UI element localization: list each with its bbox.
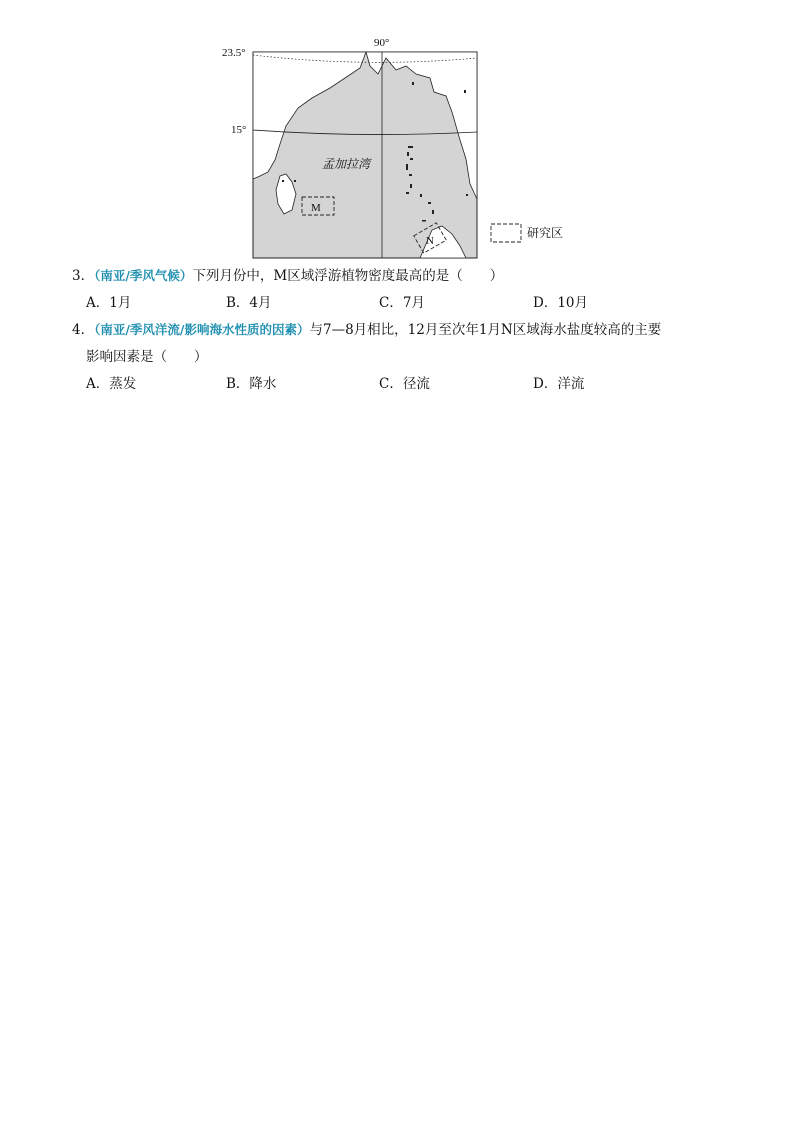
sea-name-label: 孟加拉湾 — [322, 157, 371, 171]
option-b[interactable]: B．降水 — [226, 376, 277, 392]
option-b[interactable]: B．4月 — [226, 295, 272, 311]
question-stem: 下列月份中，M区域浮游植物密度最高的是（ ） — [192, 268, 504, 284]
box-m-label: M — [311, 202, 321, 214]
question-4 — [72, 320, 661, 340]
bay-of-bengal-map — [220, 34, 580, 262]
lat-top-label: 23.5° — [222, 47, 246, 59]
question-4-stem-line2: 影响因素是（ ） — [86, 349, 208, 365]
lat-mid-label: 15° — [231, 124, 247, 136]
option-a[interactable]: A．1月 — [86, 295, 132, 311]
question-number: 4． — [72, 322, 95, 338]
lon-label: 90° — [374, 37, 390, 49]
option-c[interactable]: C．7月 — [379, 295, 425, 311]
box-n-label: N — [426, 235, 434, 247]
option-d[interactable]: D．洋流 — [533, 376, 585, 392]
question-stem: 与7—8月相比，12月至次年1月N区域海水盐度较高的主要 — [309, 322, 662, 338]
question-3 — [72, 266, 503, 286]
option-c[interactable]: C．径流 — [379, 376, 430, 392]
question-number: 3． — [72, 268, 95, 284]
legend-label: 研究区 — [527, 226, 564, 240]
question-tag: （南亚/季风洋流/影响海水性质的因素） — [94, 322, 310, 337]
option-d[interactable]: D．10月 — [533, 295, 589, 311]
option-a[interactable]: A．蒸发 — [86, 376, 137, 392]
question-tag: （南亚/季风气候） — [94, 268, 193, 283]
legend-swatch — [491, 224, 521, 242]
